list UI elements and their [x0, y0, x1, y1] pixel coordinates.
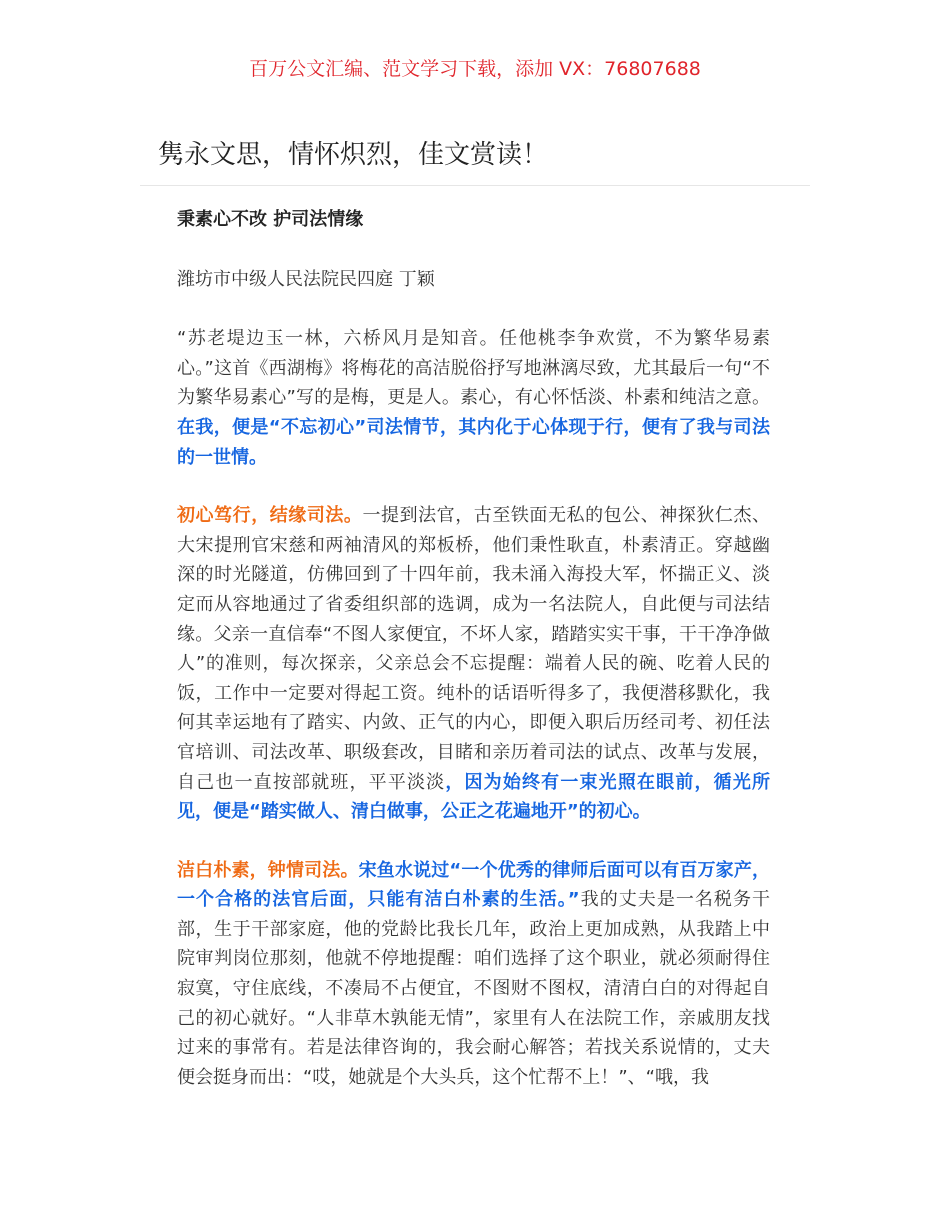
- emphasis-text: 在我，便是“不忘初心”司法情节，其内化于心体现于行，便有了我与司法的一世情。: [177, 416, 770, 468]
- paragraph-text: “苏老堤边玉一林，六桥风月是知音。任他桃李争欢赏，不为繁华易素心。”这首《西湖梅》将梅花的高洁脱俗抒写地淋漓尽致，尤其最后一句“不为繁华易素心”写的是梅，更是人。素心，有心怀恬淡、朴素和纯洁之意。: [177, 328, 770, 409]
- article-body: [177, 205, 770, 1121]
- paragraph-section-1: [177, 501, 770, 827]
- paragraph-intro: [177, 324, 770, 472]
- paragraph-text: 一提到法官，古至铁面无私的包公、神探狄仁杰、大宋提刑官宋慈和两袖清风的郑板桥，他们秉性耿直，朴素清正。穿越幽深的时光隧道，仿佛回到了十四年前，我未涌入海投大军，怀揣正义、淡定而从容地通过了省委组织部的选调，成为一名法院人，自此便与司法结缘。父亲一直信奉“不图人家便宜，不坏人家，踏踏实实干事，干干净净做人”的准则，每次探亲，父亲总会不忘提醒：端着人民的碗、吃着人民的饭，工作中一定要对得起工资。纯朴的话语听得多了，我便潜移默化，我何其幸运地有了踏实、内敛、正气的内心，即便入职后历经司考、初任法官培训、司法改革、职级套改，目睹和亲历着司法的试点、改革与发展，自己也一直按部就班，平平淡淡: [177, 505, 770, 793]
- article-title: 秉素心不改 护司法情缘: [177, 209, 364, 230]
- emphasis-text: ，因为始终有一束光照在眼前，循光所见，便是“踏实做人、清白做事，公正之花遍地开”的初心。: [177, 771, 771, 823]
- paragraph-section-2: [177, 856, 770, 1093]
- article-byline: 潍坊市中级人民法院民四庭 丁颖: [177, 268, 435, 290]
- quote-text: 宋鱼水说过“一个优秀的律师后面可以有百万家产，一个合格的法官后面，只能有洁白朴素的生活。”: [177, 859, 771, 911]
- promo-banner: 百万公文汇编、范文学习下载，添加 VX：76807688: [249, 58, 701, 80]
- section-heading: 洁白朴素，钟情司法。: [177, 859, 359, 881]
- paragraph-text: 我的丈夫是一名税务干部，生于干部家庭，他的党龄比我长几年，政治上更加成熟，从我踏上中院审判岗位那刻，他就不停地提醒：咱们选择了这个职业，就必须耐得住寂寞，守住底线，不凑局不占便宜，不图财不图权，清清白白的对得起自己的初心就好。“人非草木孰能无情”，家里有人在法院工作，亲戚朋友找过来的事常有。若是法律咨询的，我会耐心解答；若找关系说情的，丈夫便会挺身而出：“哎，她就是个大头兵，这个忙帮不上！”、“哦，我: [177, 889, 771, 1088]
- header-divider: [140, 185, 810, 186]
- site-title: 隽永文思，情怀炽烈，佳文赏读！: [158, 140, 549, 170]
- section-heading: 初心笃行，结缘司法。: [177, 505, 363, 527]
